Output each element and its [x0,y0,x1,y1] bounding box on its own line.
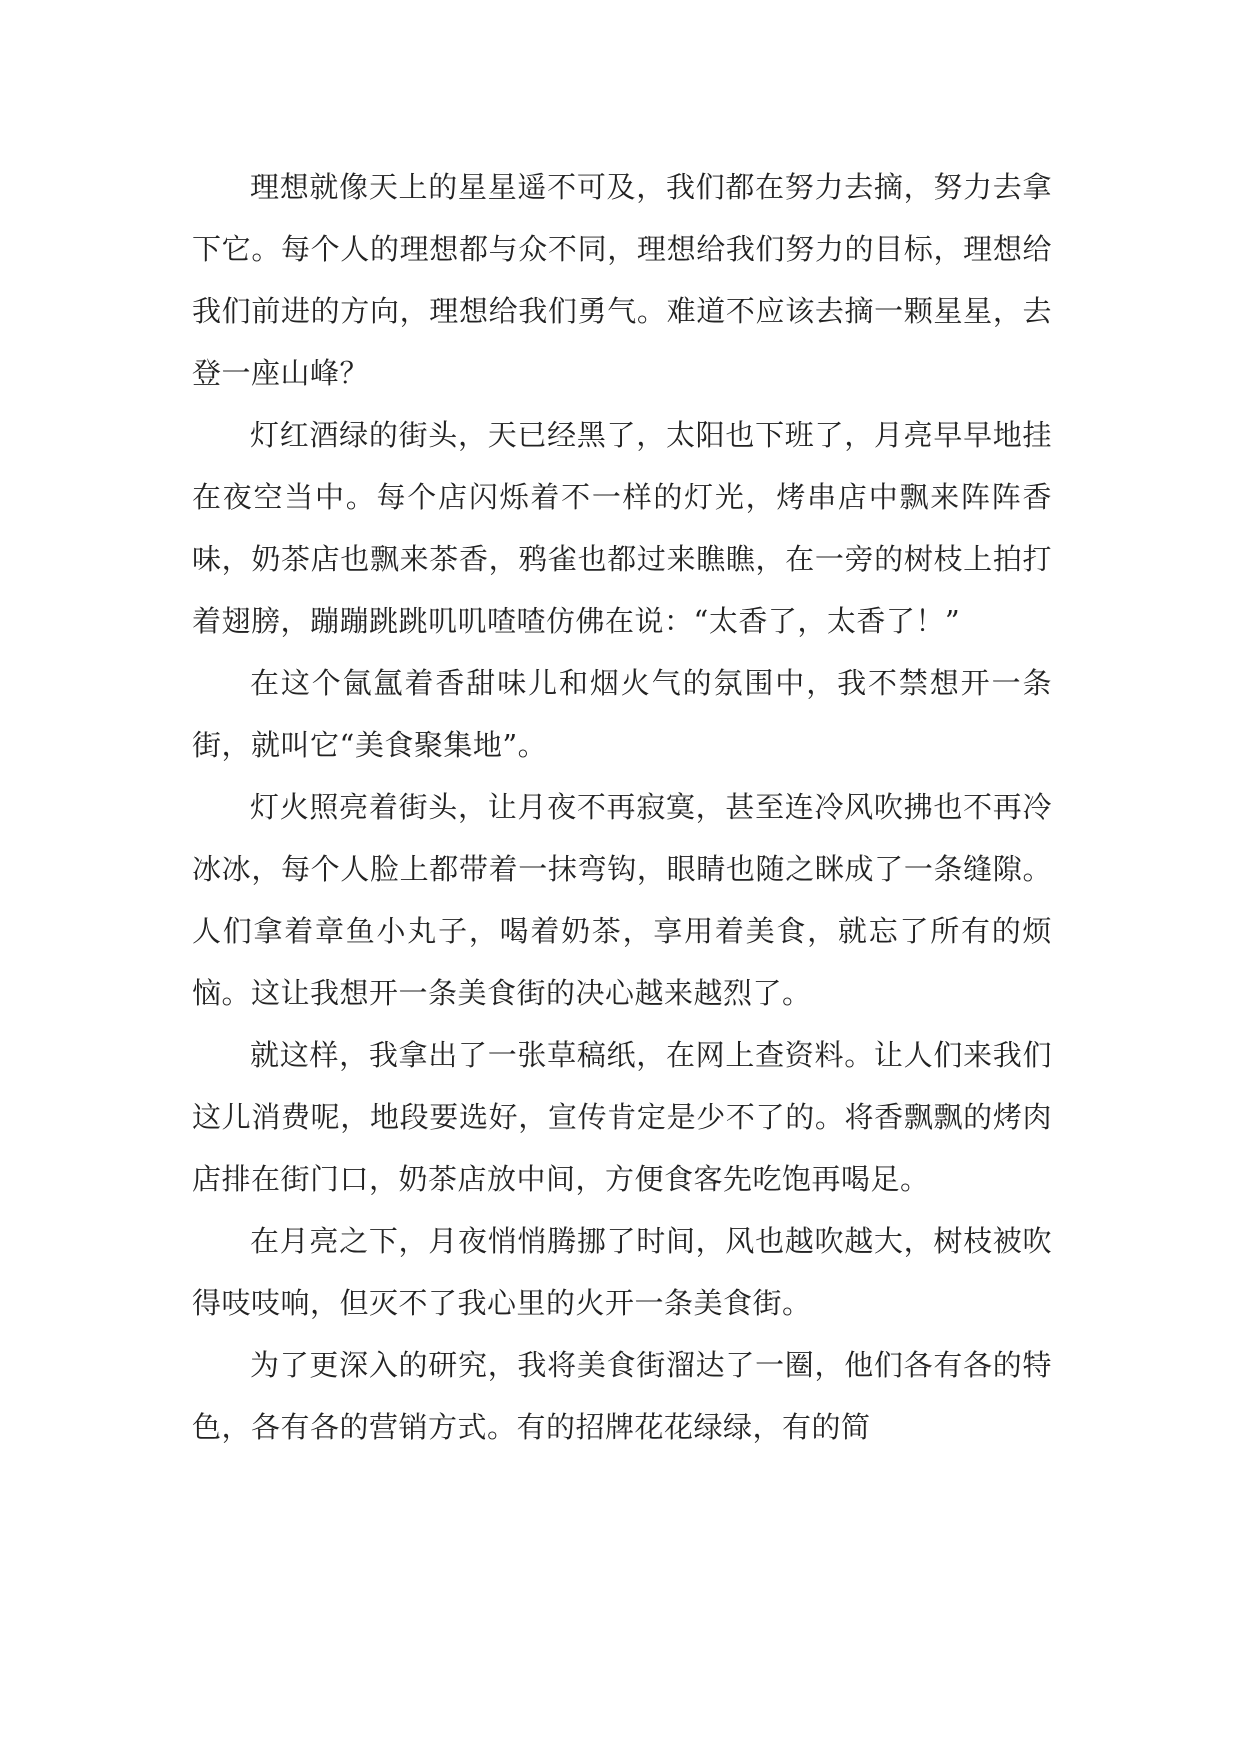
paragraph-2: 灯红酒绿的街头，天已经黑了，太阳也下班了，月亮早早地挂在夜空当中。每个店闪烁着不一样的灯光，烤串店中飘来阵阵香味，奶茶店也飘来茶香，鸦雀也都过来瞧瞧，在一旁的树枝上拍打着翅膀，蹦蹦跳跳叽叽喳喳仿佛在说：“太香了，太香了！” [192,418,1052,638]
paragraph-7: 为了更深入的研究，我将美食街溜达了一圈，他们各有各的特色，各有各的营销方式。有的招牌花花绿绿，有的简 [192,1348,1052,1444]
paragraph-1: 理想就像天上的星星遥不可及，我们都在努力去摘，努力去拿下它。每个人的理想都与众不同，理想给我们努力的目标，理想给我们前进的方向，理想给我们勇气。难道不应该去摘一颗星星，去登一座山峰？ [192,170,1052,390]
paragraph-4: 灯火照亮着街头，让月夜不再寂寞，甚至连冷风吹拂也不再冷冰冰，每个人脸上都带着一抹弯钩，眼睛也随之眯成了一条缝隙。人们拿着章鱼小丸子，喝着奶茶，享用着美食，就忘了所有的烦恼。这让我想开一条美食街的决心越来越烈了。 [192,790,1052,1010]
document-body [192,156,1052,1458]
paragraph-5: 就这样，我拿出了一张草稿纸，在网上查资料。让人们来我们这儿消费呢，地段要选好，宣传肯定是少不了的。将香飘飘的烤肉店排在街门口，奶茶店放中间，方便食客先吃饱再喝足。 [192,1038,1052,1196]
paragraph-3: 在这个氤氲着香甜味儿和烟火气的氛围中，我不禁想开一条街，就叫它“美食聚集地”。 [192,666,1052,762]
paragraph-6: 在月亮之下，月夜悄悄腾挪了时间，风也越吹越大，树枝被吹得吱吱响，但灭不了我心里的火开一条美食街。 [192,1224,1052,1320]
